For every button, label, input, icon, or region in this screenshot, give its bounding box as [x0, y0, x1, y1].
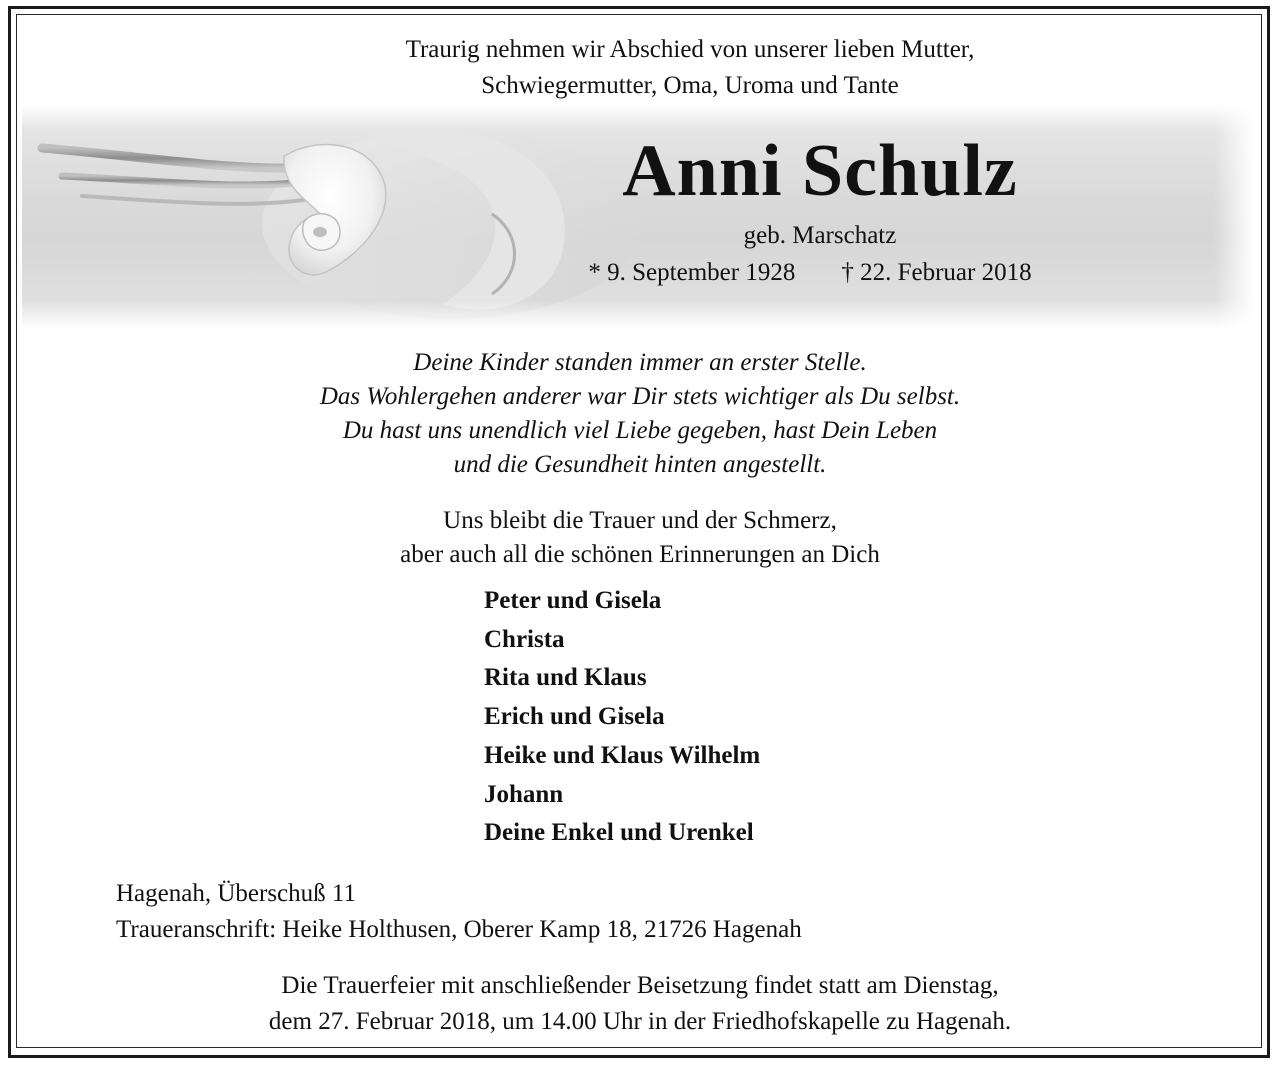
intro-line: Schwiegermutter, Oma, Uroma und Tante: [481, 72, 899, 99]
mourning-address-line: Traueranschrift: Heike Holthusen, Oberer Kamp 18, 21726 Hagenah: [116, 916, 802, 943]
address-block: [116, 876, 802, 948]
poem: [80, 346, 1200, 482]
mourning-line: Uns bleibt die Trauer und der Schmerz,: [443, 507, 837, 534]
funeral-line: Die Trauerfeier mit anschließender Beisetzung findet statt am Dienstag,: [281, 972, 999, 999]
maiden-name: geb. Marschatz: [743, 222, 897, 249]
poem-line: und die Gesundheit hinten angestellt.: [453, 451, 827, 478]
survivor-entry: Peter und Gisela: [484, 587, 662, 614]
funeral-line: dem 27. Februar 2018, um 14.00 Uhr in der Friedhofskapelle zu Hagenah.: [268, 1008, 1012, 1035]
death-date: † 22. Februar 2018: [841, 259, 1032, 286]
survivors-list: [484, 582, 760, 853]
life-dates: [450, 256, 1170, 290]
funeral-notice: [60, 968, 1220, 1040]
survivor-entry: Heike und Klaus Wilhelm: [484, 741, 761, 769]
poem-line: Das Wohlergehen anderer war Dir stets wichtiger als Du selbst.: [319, 383, 961, 410]
intro-text: [150, 32, 1230, 104]
survivor-entry: Christa: [484, 625, 565, 653]
survivor-entry: Erich und Gisela: [484, 703, 665, 731]
birth-date: * 9. September 1928: [588, 259, 796, 286]
intro-line: Traurig nehmen wir Abschied von unserer lieben Mutter,: [405, 36, 975, 63]
survivor-entry: Johann: [484, 780, 564, 808]
survivor-entry: Rita und Klaus: [484, 664, 647, 692]
mourning-line: aber auch all die schönen Erinnerungen an Dich: [400, 541, 880, 568]
banner-fade: [22, 300, 1254, 330]
poem-line: Du hast uns unendlich viel Liebe gegeben, hast Dein Leben: [342, 417, 938, 444]
location-line: Hagenah, Überschuß 11: [116, 880, 356, 907]
deceased-name: Anni Schulz: [622, 130, 1018, 212]
mourning-text: [80, 504, 1200, 572]
poem-line: Deine Kinder standen immer an erster Stelle.: [413, 349, 867, 376]
survivor-entry: Deine Enkel und Urenkel: [484, 819, 754, 847]
